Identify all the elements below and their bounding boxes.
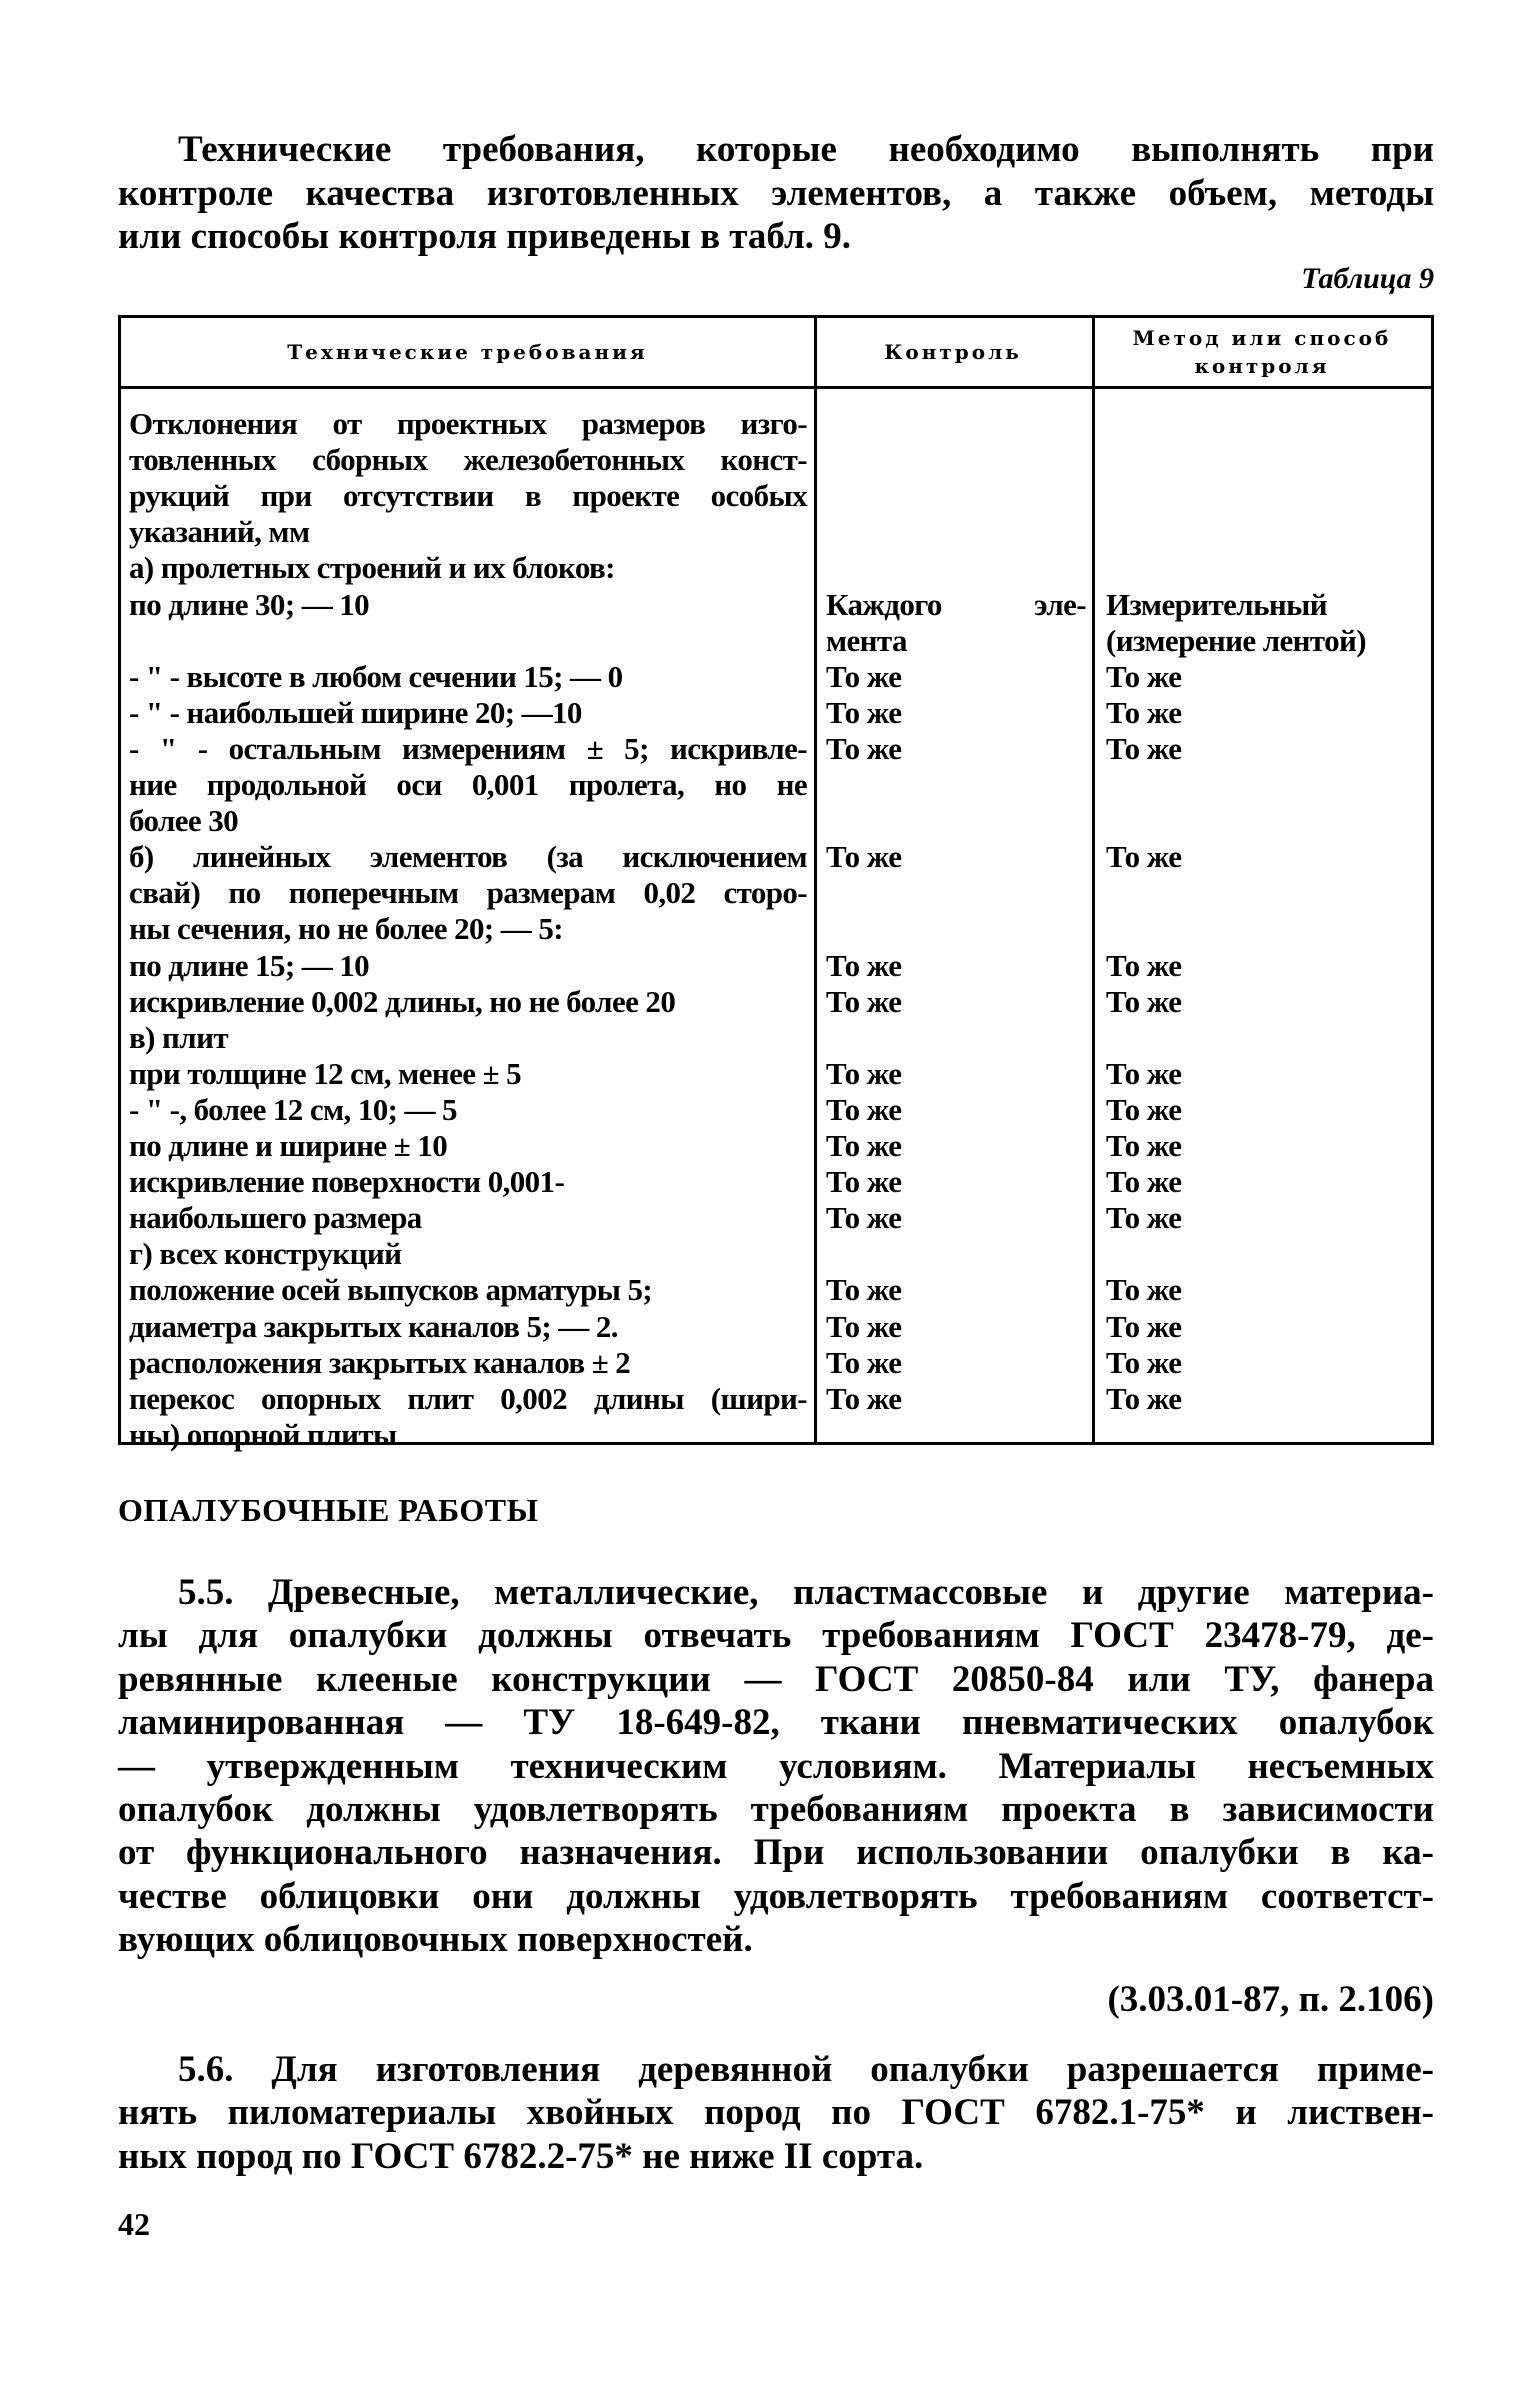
text-line: нять пиломатериалы хвойных пород по ГОСТ 6782.1-75* и листвен- <box>118 2092 1434 2134</box>
requirement-cell: искривление 0,002 длины, но не более 20 <box>129 983 676 1019</box>
requirement-cell: по длине 30; — 10 <box>129 586 370 622</box>
table-row <box>121 839 1431 875</box>
table-row <box>121 550 1431 586</box>
requirement-cell: искривление поверхности 0,001- <box>129 1164 565 1200</box>
method-cell: То же <box>1106 1091 1182 1127</box>
table-row <box>121 406 1431 442</box>
text-line: 5.6. Для изготовления деревянной опалубки разрешается приме- <box>178 2049 1434 2090</box>
text-line: вующих облицовочных поверхностей. <box>118 1919 753 1961</box>
table-row <box>121 514 1431 550</box>
reference-citation: (3.03.01-87, п. 2.106) <box>1107 1979 1434 2020</box>
table-row <box>121 1164 1431 1200</box>
text-line: контроле качества изготовленных элементов, а также объем, методы <box>118 173 1434 214</box>
table-row <box>121 1056 1431 1092</box>
table-row <box>121 731 1431 767</box>
table-row <box>121 659 1431 695</box>
text-line: честве облицовки они должны удовлетворять требованиям соответст- <box>118 1875 1434 1917</box>
method-cell: (измерение лентой) <box>1106 622 1367 658</box>
text-line: ревянные клееные конструкции — ГОСТ 20850-84 или ТУ, фанера <box>118 1658 1434 1700</box>
header-method: Метод или способ контроля <box>1132 326 1392 378</box>
table-row <box>121 1200 1431 1236</box>
requirement-cell: рукций при отсутствии в проекте особых <box>129 478 807 514</box>
method-cell: То же <box>1106 1128 1182 1163</box>
method-cell: То же <box>1106 1272 1182 1308</box>
requirement-cell: в) плит <box>129 1019 228 1055</box>
table-row <box>121 948 1431 984</box>
text-line: ных пород по ГОСТ 6782.2-75* не ниже II сорта. <box>118 2135 924 2177</box>
requirement-cell: по длине и ширине ± 10 <box>129 1128 448 1163</box>
control-cell: То же <box>826 1380 902 1416</box>
header-requirements: Технические требования <box>287 340 648 364</box>
control-cell: То же <box>826 694 902 730</box>
table-row <box>121 1417 1431 1453</box>
requirement-cell: г) всех конструкций <box>129 1236 402 1272</box>
method-cell: То же <box>1106 947 1182 983</box>
requirement-cell: перекос опорных плит 0,002 длины (шири- <box>129 1380 807 1416</box>
control-cell: Каждого эле- <box>826 586 1086 622</box>
page-number: 42 <box>118 2206 150 2242</box>
table-row <box>121 1236 1431 1272</box>
requirement-cell: положение осей выпусков арматуры 5; <box>129 1272 653 1308</box>
requirement-cell: по длине 15; — 10 <box>129 947 370 983</box>
table-row <box>121 1309 1431 1345</box>
table-row <box>121 767 1431 803</box>
control-cell: То же <box>826 730 902 766</box>
requirement-cell: диаметра закрытых каналов 5; — 2. <box>129 1308 618 1344</box>
table-row <box>121 1381 1431 1417</box>
table-row <box>121 1092 1431 1128</box>
control-cell: То же <box>826 839 902 875</box>
requirement-cell: расположения закрытых каналов ± 2 <box>129 1344 631 1380</box>
requirement-cell: наибольшего размера <box>129 1200 422 1236</box>
text-line: — утвержденным техническим условиям. Материалы несъемных <box>118 1745 1434 1787</box>
requirement-cell: а) пролетных строений и их блоков: <box>129 550 615 586</box>
table-row <box>121 803 1431 839</box>
method-cell: То же <box>1106 694 1182 730</box>
control-cell: мента <box>826 622 907 658</box>
table-row <box>121 1345 1431 1381</box>
method-cell: То же <box>1106 1344 1182 1380</box>
text-line: Технические требования, которые необходимо выполнять при <box>178 129 1434 170</box>
control-cell: То же <box>826 947 902 983</box>
control-cell: То же <box>826 1128 902 1163</box>
method-cell: То же <box>1106 730 1182 766</box>
table-row <box>121 587 1431 623</box>
requirement-cell: указаний, мм <box>129 514 310 550</box>
control-cell: То же <box>826 1272 902 1308</box>
header-divider <box>121 386 1431 389</box>
requirement-cell: ны сечения, но не более 20; — 5: <box>129 911 563 947</box>
requirement-cell: товленных сборных железобетонных конст- <box>129 442 807 478</box>
control-cell: То же <box>826 658 902 694</box>
text-line: опалубок должны удовлетворять требованиям проекта в зависимости <box>118 1789 1434 1830</box>
control-cell: То же <box>826 983 902 1019</box>
requirement-cell: - " - остальным измерениям ± 5; искривле- <box>129 730 807 766</box>
method-cell: То же <box>1106 1200 1182 1236</box>
control-cell: То же <box>826 1200 902 1236</box>
table-row <box>121 442 1431 478</box>
table-row <box>121 478 1431 514</box>
table-row <box>121 984 1431 1020</box>
method-cell: То же <box>1106 1055 1182 1091</box>
method-cell: То же <box>1106 1380 1182 1416</box>
control-cell: То же <box>826 1344 902 1380</box>
table-row <box>121 875 1431 911</box>
requirement-cell: б) линейных элементов (за исключением <box>129 839 807 875</box>
requirement-cell: свай) по поперечным размерам 0,02 сторо- <box>129 875 807 911</box>
table-row <box>121 1128 1431 1164</box>
requirement-cell: более 30 <box>129 803 239 839</box>
method-cell: Измерительный <box>1106 586 1328 622</box>
method-cell: То же <box>1106 1308 1182 1344</box>
requirement-cell: ны) опорной плиты <box>129 1416 397 1452</box>
text-line: ламинированная — ТУ 18-649-82, ткани пневматических опалубок <box>118 1702 1434 1744</box>
requirement-cell: - " - наибольшей ширине 20; —10 <box>129 694 582 730</box>
method-cell: То же <box>1106 658 1182 694</box>
table-row <box>121 695 1431 731</box>
text-line: от функционального назначения. При использовании опалубки в ка- <box>118 1832 1434 1874</box>
requirement-cell: - " - высоте в любом сечении 15; — 0 <box>129 658 623 694</box>
requirement-cell: ние продольной оси 0,001 пролета, но не <box>129 767 807 802</box>
requirement-cell: - " -, более 12 см, 10; — 5 <box>129 1091 457 1127</box>
method-cell: То же <box>1106 1164 1182 1200</box>
control-cell: То же <box>826 1164 902 1200</box>
control-cell: То же <box>826 1091 902 1127</box>
method-cell: То же <box>1106 839 1182 875</box>
requirements-table <box>118 315 1434 1452</box>
table-row <box>121 623 1431 659</box>
table-row <box>121 1272 1431 1308</box>
control-cell: То же <box>826 1055 902 1091</box>
requirement-cell: Отклонения от проектных размеров изго- <box>129 406 807 441</box>
control-cell: То же <box>826 1308 902 1344</box>
text-line: лы для опалубки должны отвечать требованиям ГОСТ 23478-79, де- <box>118 1615 1434 1657</box>
text-line: 5.5. Древесные, металлические, пластмассовые и другие материа- <box>178 1572 1434 1613</box>
method-cell: То же <box>1106 983 1182 1019</box>
table-row <box>121 911 1431 947</box>
requirement-cell: при толщине 12 см, менее ± 5 <box>129 1055 522 1091</box>
header-control: Контроль <box>884 340 1022 364</box>
table-row <box>121 1020 1431 1056</box>
table-caption: Таблица 9 <box>1301 262 1434 295</box>
text-line: или способы контроля приведены в табл. 9. <box>118 216 852 257</box>
section-heading: ОПАЛУБОЧНЫЕ РАБОТЫ <box>118 1492 539 1528</box>
